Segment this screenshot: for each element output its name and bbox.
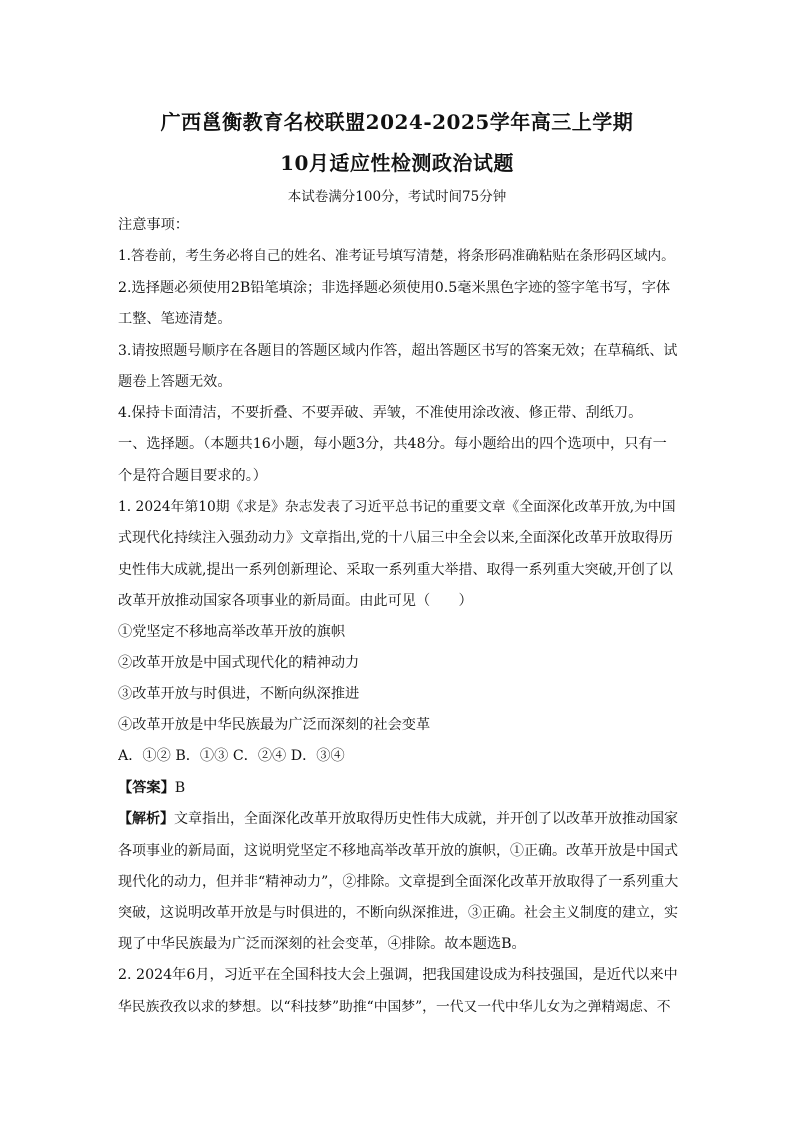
question-1-stem: 式现代化持续注入强劲动力》文章指出,党的十八届三中全会以来,全面深化改革开放取得历 xyxy=(118,530,673,546)
notice-line: 4.保持卡面清洁，不要折叠、不要弄破、弄皱，不准使用涂改液、修正带、刮纸刀。 xyxy=(118,405,643,421)
notice-line: 题卷上答题无效。 xyxy=(118,374,232,390)
question-2-stem: 2. 2024年6月，习近平在全国科技大会上强调，把我国建设成为科技强国，是近代以来中 xyxy=(118,967,678,983)
question-1-analysis-line: 各项事业的新局面，这说明党坚定不移地高举改革开放的旗帜，①正确。改革开放是中国式 xyxy=(118,843,678,859)
notice-heading: 注意事项： xyxy=(118,217,189,233)
question-1-statement: ②改革开放是中国式现代化的精神动力 xyxy=(118,655,360,671)
question-1-analysis-line: 突破，这说明改革开放是与时俱进的，不断向纵深推进，③正确。社会主义制度的建立，实 xyxy=(118,905,678,921)
notice-line: 2.选择题必须使用2B铅笔填涂；非选择题必须使用0.5毫米黑色字迹的签字笔书写，字体 xyxy=(118,280,671,296)
question-1-analysis-line: 现代化的动力，但并非“精神动力”，②排除。文章提到全面深化改革开放取得了一系列重大 xyxy=(118,874,678,890)
question-1-analysis-line: 现了中华民族最为广泛而深刻的社会变革，④排除。故本题选B。 xyxy=(118,936,526,952)
document-title-line-2: 10月适应性检测政治试题 xyxy=(280,151,514,175)
notice-line: 1.答卷前，考生务必将自己的姓名、准考证号填写清楚，将条形码准确粘贴在条形码区域内。 xyxy=(118,248,675,264)
analysis-text: 文章指出，全面深化改革开放取得历史性伟大成就，并开创了以改革开放推动国家 xyxy=(174,811,678,827)
question-1-stem: 史性伟大成就,提出一系列创新理论、采取一系列重大举措、取得一系列重大突破,开创了以 xyxy=(118,562,673,578)
question-2-stem: 华民族孜孜以求的梦想。以“科技梦”助推“中国梦”，一代又一代中华儿女为之弹精竭虑、不 xyxy=(118,999,671,1015)
document-title-line-1: 广西邕衡教育名校联盟2024-2025学年高三上学期 xyxy=(160,110,634,134)
notice-line: 工整、笔迹清楚。 xyxy=(118,311,232,327)
exam-info: 本试卷满分100分，考试时间75分钟 xyxy=(287,189,507,205)
question-1-statement: ④改革开放是中华民族最为广泛而深刻的社会变革 xyxy=(118,717,431,733)
question-1-statement: ①党坚定不移地高举改革开放的旗帜 xyxy=(118,624,346,640)
section-heading: 一、选择题。（本题共16小题，每小题3分，共48分。每小题给出的四个选项中，只有一 xyxy=(118,436,667,452)
question-1-analysis xyxy=(118,809,678,829)
answer-value: B xyxy=(174,780,186,796)
question-1-stem: 改革开放推动国家各项事业的新局面。由此可见（ ） xyxy=(118,593,473,609)
question-1-choices: A．①② B．①③ C．②④ D．③④ xyxy=(118,748,345,764)
answer-label: 【答案】 xyxy=(118,780,175,796)
question-1-stem: 1. 2024年第10期《求是》杂志发表了习近平总书记的重要文章《全面深化改革开放,为中国 xyxy=(118,499,676,515)
section-heading-cont: 个是符合题目要求的。） xyxy=(118,468,267,484)
notice-line: 3.请按照题号顺序在各题目的答题区域内作答，超出答题区书写的答案无效；在草稿纸、试 xyxy=(118,343,678,359)
analysis-label: 【解析】 xyxy=(118,811,174,827)
question-1-statement: ③改革开放与时俱进，不断向纵深推进 xyxy=(118,686,360,702)
question-1-answer xyxy=(118,778,678,798)
